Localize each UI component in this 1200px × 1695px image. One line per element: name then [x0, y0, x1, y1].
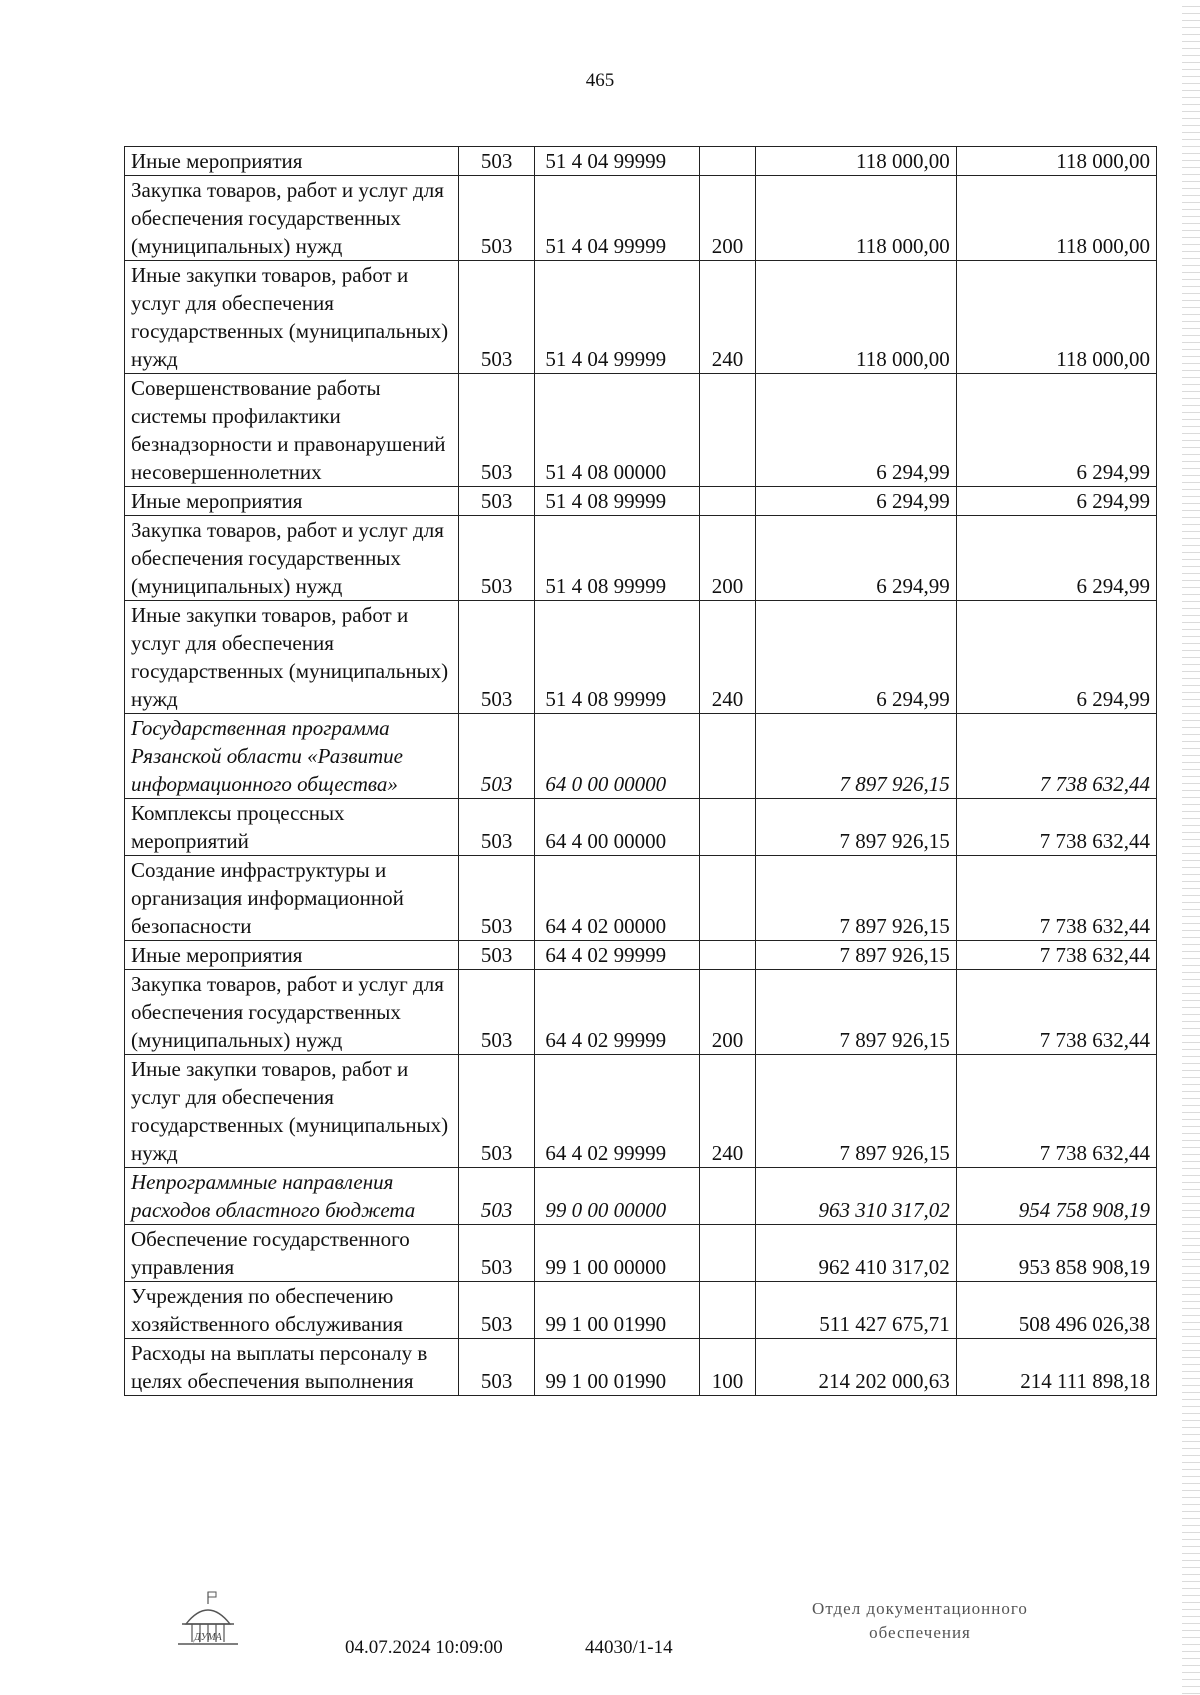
table-row — [125, 601, 1157, 714]
cell-section: 503 — [458, 1055, 535, 1168]
table-row — [125, 374, 1157, 487]
cell-expense-type: 200 — [699, 176, 756, 261]
cell-section: 503 — [458, 1339, 535, 1396]
cell-section: 503 — [458, 799, 535, 856]
footer-doc-number: 44030/1-14 — [585, 1637, 673, 1658]
cell-target-article: 99 1 00 01990 — [535, 1339, 699, 1396]
cell-target-article: 51 4 08 99999 — [535, 487, 699, 516]
cell-name: Иные закупки товаров, работ и услуг для обеспечения государственных (муниципальных) нужд — [125, 601, 459, 714]
cell-expense-type: 240 — [699, 1055, 756, 1168]
cell-section: 503 — [458, 941, 535, 970]
cell-expense-type — [699, 941, 756, 970]
cell-section: 503 — [458, 714, 535, 799]
budget-table — [124, 146, 1157, 1396]
table-row — [125, 1225, 1157, 1282]
cell-amount-1: 118 000,00 — [756, 147, 956, 176]
cell-amount-1: 7 897 926,15 — [756, 970, 956, 1055]
footer-date: 04.07.2024 10:09:00 — [345, 1637, 503, 1658]
table-row — [125, 1055, 1157, 1168]
cell-amount-1: 118 000,00 — [756, 176, 956, 261]
cell-section: 503 — [458, 1282, 535, 1339]
cell-name: Закупка товаров, работ и услуг для обеспечения государственных (муниципальных) нужд — [125, 176, 459, 261]
cell-expense-type — [699, 374, 756, 487]
cell-amount-2: 118 000,00 — [956, 147, 1156, 176]
cell-name: Комплексы процессных мероприятий — [125, 799, 459, 856]
cell-amount-1: 7 897 926,15 — [756, 1055, 956, 1168]
cell-amount-1: 7 897 926,15 — [756, 856, 956, 941]
cell-name: Закупка товаров, работ и услуг для обеспечения государственных (муниципальных) нужд — [125, 516, 459, 601]
cell-amount-1: 6 294,99 — [756, 516, 956, 601]
table-row — [125, 516, 1157, 601]
cell-expense-type — [699, 147, 756, 176]
cell-amount-2: 6 294,99 — [956, 487, 1156, 516]
cell-amount-2: 953 858 908,19 — [956, 1225, 1156, 1282]
table-row — [125, 487, 1157, 516]
cell-target-article: 64 4 02 00000 — [535, 856, 699, 941]
cell-amount-1: 214 202 000,63 — [756, 1339, 956, 1396]
cell-expense-type: 240 — [699, 601, 756, 714]
cell-amount-1: 962 410 317,02 — [756, 1225, 956, 1282]
cell-amount-1: 511 427 675,71 — [756, 1282, 956, 1339]
cell-section: 503 — [458, 1168, 535, 1225]
cell-amount-1: 6 294,99 — [756, 487, 956, 516]
cell-expense-type — [699, 1282, 756, 1339]
cell-section: 503 — [458, 176, 535, 261]
cell-target-article: 51 4 04 99999 — [535, 147, 699, 176]
cell-section: 503 — [458, 374, 535, 487]
cell-expense-type — [699, 1225, 756, 1282]
cell-amount-2: 954 758 908,19 — [956, 1168, 1156, 1225]
table-row — [125, 261, 1157, 374]
cell-target-article: 51 4 08 99999 — [535, 516, 699, 601]
cell-expense-type: 200 — [699, 516, 756, 601]
cell-expense-type — [699, 856, 756, 941]
table-row — [125, 1168, 1157, 1225]
cell-amount-2: 7 738 632,44 — [956, 799, 1156, 856]
budget-table-body — [125, 147, 1157, 1396]
cell-amount-2: 118 000,00 — [956, 176, 1156, 261]
table-row — [125, 147, 1157, 176]
cell-target-article: 64 0 00 00000 — [535, 714, 699, 799]
cell-section: 503 — [458, 601, 535, 714]
cell-name: Иные закупки товаров, работ и услуг для обеспечения государственных (муниципальных) нужд — [125, 1055, 459, 1168]
cell-name: Иные закупки товаров, работ и услуг для обеспечения государственных (муниципальных) нужд — [125, 261, 459, 374]
cell-section: 503 — [458, 516, 535, 601]
cell-target-article: 51 4 08 99999 — [535, 601, 699, 714]
cell-amount-1: 7 897 926,15 — [756, 941, 956, 970]
cell-section: 503 — [458, 1225, 535, 1282]
cell-name: Учреждения по обеспечению хозяйственного обслуживания — [125, 1282, 459, 1339]
cell-name: Закупка товаров, работ и услуг для обеспечения государственных (муниципальных) нужд — [125, 970, 459, 1055]
cell-name: Расходы на выплаты персоналу в целях обеспечения выполнения — [125, 1339, 459, 1396]
cell-target-article: 51 4 04 99999 — [535, 176, 699, 261]
cell-amount-2: 6 294,99 — [956, 374, 1156, 487]
cell-name: Иные мероприятия — [125, 487, 459, 516]
cell-amount-1: 963 310 317,02 — [756, 1168, 956, 1225]
table-row — [125, 970, 1157, 1055]
cell-expense-type — [699, 714, 756, 799]
stamp-line-2: обеспечения — [869, 1623, 971, 1642]
cell-target-article: 99 1 00 00000 — [535, 1225, 699, 1282]
cell-amount-2: 6 294,99 — [956, 516, 1156, 601]
cell-name: Иные мероприятия — [125, 941, 459, 970]
cell-expense-type — [699, 1168, 756, 1225]
cell-target-article: 51 4 04 99999 — [535, 261, 699, 374]
table-row — [125, 714, 1157, 799]
cell-target-article: 64 4 02 99999 — [535, 1055, 699, 1168]
table-row — [125, 799, 1157, 856]
cell-amount-1: 7 897 926,15 — [756, 799, 956, 856]
cell-amount-1: 118 000,00 — [756, 261, 956, 374]
cell-amount-2: 508 496 026,38 — [956, 1282, 1156, 1339]
cell-name: Государственная программа Рязанской области «Развитие информационного общества» — [125, 714, 459, 799]
cell-amount-2: 214 111 898,18 — [956, 1339, 1156, 1396]
cell-amount-2: 7 738 632,44 — [956, 1055, 1156, 1168]
cell-expense-type — [699, 487, 756, 516]
cell-name: Совершенствование работы системы профилактики безнадзорности и правонарушений несовершеннолетних — [125, 374, 459, 487]
cell-target-article: 64 4 02 99999 — [535, 970, 699, 1055]
stamp-line-1: Отдел документационного — [812, 1599, 1028, 1618]
table-row — [125, 1339, 1157, 1396]
cell-name: Непрограммные направления расходов областного бюджета — [125, 1168, 459, 1225]
cell-expense-type: 240 — [699, 261, 756, 374]
cell-expense-type: 200 — [699, 970, 756, 1055]
cell-section: 503 — [458, 261, 535, 374]
cell-name: Создание инфраструктуры и организация информационной безопасности — [125, 856, 459, 941]
cell-amount-2: 7 738 632,44 — [956, 856, 1156, 941]
table-row — [125, 856, 1157, 941]
cell-section: 503 — [458, 856, 535, 941]
cell-name: Обеспечение государственного управления — [125, 1225, 459, 1282]
cell-amount-2: 7 738 632,44 — [956, 714, 1156, 799]
cell-amount-2: 7 738 632,44 — [956, 941, 1156, 970]
duma-logo-icon — [172, 1590, 244, 1656]
cell-amount-1: 6 294,99 — [756, 601, 956, 714]
cell-amount-2: 6 294,99 — [956, 601, 1156, 714]
cell-section: 503 — [458, 147, 535, 176]
table-row — [125, 1282, 1157, 1339]
cell-target-article: 51 4 08 00000 — [535, 374, 699, 487]
department-stamp — [770, 1597, 1070, 1645]
table-row — [125, 176, 1157, 261]
page-number: 465 — [585, 70, 615, 91]
cell-target-article: 64 4 00 00000 — [535, 799, 699, 856]
logo-text: ДУМА — [194, 1632, 222, 1643]
table-row — [125, 941, 1157, 970]
cell-amount-1: 6 294,99 — [756, 374, 956, 487]
scan-edge-artifact — [1182, 0, 1200, 1695]
cell-section: 503 — [458, 970, 535, 1055]
cell-amount-2: 118 000,00 — [956, 261, 1156, 374]
cell-expense-type — [699, 799, 756, 856]
cell-section: 503 — [458, 487, 535, 516]
cell-target-article: 99 1 00 01990 — [535, 1282, 699, 1339]
cell-amount-2: 7 738 632,44 — [956, 970, 1156, 1055]
cell-target-article: 99 0 00 00000 — [535, 1168, 699, 1225]
cell-amount-1: 7 897 926,15 — [756, 714, 956, 799]
cell-name: Иные мероприятия — [125, 147, 459, 176]
cell-expense-type: 100 — [699, 1339, 756, 1396]
cell-target-article: 64 4 02 99999 — [535, 941, 699, 970]
